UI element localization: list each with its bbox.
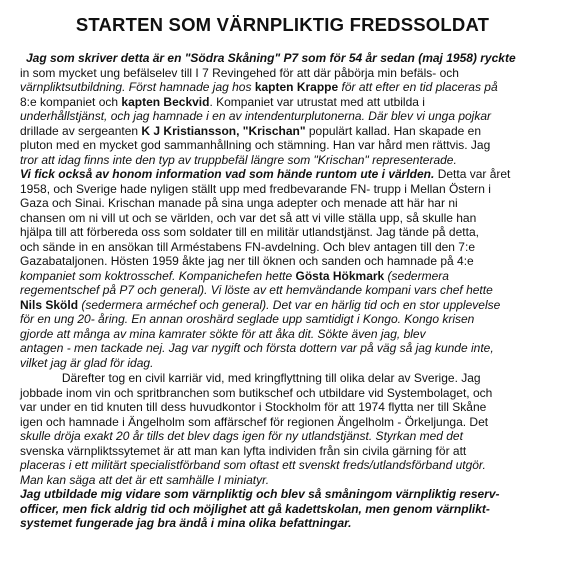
text-segment: kompaniet som koktrosschef. Kompanichefen hette [20,268,296,283]
text-segment: Nils Sköld [20,297,79,312]
text-segment: Vi fick också av honom information vad som hände runtom ute i världen. [20,167,435,181]
text-segment: 1958, och Sverige hade nyligen ställt upp med fredbevarande FN- trupp i Mellan Östern i [20,181,491,196]
text-line [20,458,548,473]
text-line [20,312,548,327]
text-line [20,167,548,182]
text-line [20,371,548,386]
text-line [20,386,548,401]
text-segment: Gösta Hökmark [295,268,385,283]
text-segment: populärt kallad. Han skapade en [305,123,482,138]
text-segment: för att efter en tid placeras på [338,80,498,94]
text-line [20,66,548,81]
text-line [20,138,548,153]
text-line [20,356,548,371]
text-line [20,196,548,211]
document-body [20,51,550,531]
text-segment: underhållstjänst, och jag hamnade i en av intendenturplutonerna. Där blev vi unga pojkar [20,109,492,123]
text-segment: . Kompaniet var utrustat med att utbilda i [209,94,425,109]
text-line [20,182,548,197]
text-segment: (sedermera [384,268,449,283]
text-segment: och sände in en ansökan till Arméstabens FN-avdelning. Och blev antagen till den 7:e [20,239,475,254]
text-segment: chansen om ni vill ut och se världen, och var det så att vi ville ställa upp, så skulle han [20,210,477,225]
text-segment: pluton med en mycket god sammanhållning och stämning. Han var hård men rättvis. Jag [20,138,491,152]
text-line [20,254,548,269]
text-line [20,51,548,66]
text-segment: 8:e kompaniet och [20,94,122,109]
text-segment: (sedermera arméchef och general). Det var en härlig tid och en stor upplevelse [78,297,501,312]
text-segment: regementschef på P7 och general). Vi löste av ett hemvändande kompani vars chef hette [20,283,493,297]
text-line [20,240,548,255]
text-segment: skulle dröja exakt 20 år tills det blev dags igen för ny utlandstjänst. Styrkan med det [20,429,463,443]
text-line [20,211,548,226]
text-segment: Gazabataljonen. Hösten 1959 åkte jag ner till öknen och sanden och hamnade på 4:e [20,254,474,268]
text-segment: svenska värnpliktssytemet är att man kan lyfta individen från sin civila gärning för att [20,443,467,458]
text-line [20,283,548,298]
text-line [20,516,548,531]
text-segment: Detta var året [434,167,511,181]
text-segment: kapten Beckvid [121,94,210,109]
text-segment: vilket jag är glad för idag. [20,355,154,370]
text-segment: Jag som skriver detta är en "Södra Skåning" P7 som för 54 år sedan (maj 1958) ryckte [25,51,516,65]
text-line [20,298,548,313]
text-segment: in som mycket ung befälselev till I 7 Revingehed för att där påbörja min befäls- och [20,65,459,80]
text-segment: placeras i ett militärt specialistförband som oftast ett svenskt freds/utlandsförband utgör. [20,458,486,472]
text-segment: för en ung 20- åring. En annan oroshärd seglade upp samtidigt i Kongo. Kongo krisen [20,312,475,326]
text-line [20,487,548,502]
text-line [20,225,548,240]
text-line [20,341,548,356]
text-line [20,429,548,444]
text-line [20,109,548,124]
text-line [20,327,548,342]
text-segment: igen och hamnade i Ängelholm som affärschef för regionen Ängelholm - Örkeljunga. Det [20,414,489,429]
text-segment: Jag utbildade mig vidare som värnpliktig och blev så småningom värnpliktig reserv- [20,487,500,501]
text-segment: gjorde att många av mina kamrater sökte för att åka dit. Sökte även jag, blev [20,326,426,341]
text-segment: drillade av sergeanten [20,123,142,138]
text-line [20,153,548,168]
text-segment: K J Kristiansson, "Krischan" [141,123,306,138]
text-segment: Gaza och Sinai. Krischan manade på sina unga adepter och menade att här har ni [20,196,458,210]
text-segment: antagen - men tackade nej. Jag var nygift och första dottern var på väg så jag kunde inte, [20,341,494,355]
text-line [20,269,548,284]
text-segment: var under en tid knuten till dess huvudkontor i Stockholm för att 1974 flytta ner till Skåne [20,400,487,414]
text-segment: jobbade inom vin och spritbranchen som butikschef och utbildare vid Systembolaget, och [20,385,493,400]
text-segment: tror att idag finns inte den typ av truppbefäl längre som "Krischan" representerade. [20,152,457,167]
text-line [20,415,548,430]
text-segment: systemet fungerade jag bra ändå i mina olika befattningar. [20,516,352,530]
text-segment: värnpliktsutbildning. Först hamnade jag hos [20,80,255,94]
document-title: STARTEN SOM VÄRNPLIKTIG FREDSSOLDAT [75,14,490,35]
text-line [20,444,548,459]
text-segment: hjälpa till att förbereda oss som soldater till en militär utlandstjänst. Jag tände på detta, [20,225,479,239]
text-line [20,400,548,415]
text-line [20,124,548,139]
text-segment: Därefter tog en civil karriär vid, med kringflyttning till olika delar av Sverige. Jag [61,371,481,385]
text-segment: Man kan säga att det är ett samhälle I miniatyr. [20,472,270,487]
text-line [20,473,548,488]
text-segment: kapten Krappe [254,80,339,94]
text-line [20,95,548,110]
text-line [20,80,548,95]
text-line [20,502,548,517]
text-segment: officer, men fick aldrig tid och möjlighet att gå kadettskolan, men genom värnplikt- [20,501,490,516]
